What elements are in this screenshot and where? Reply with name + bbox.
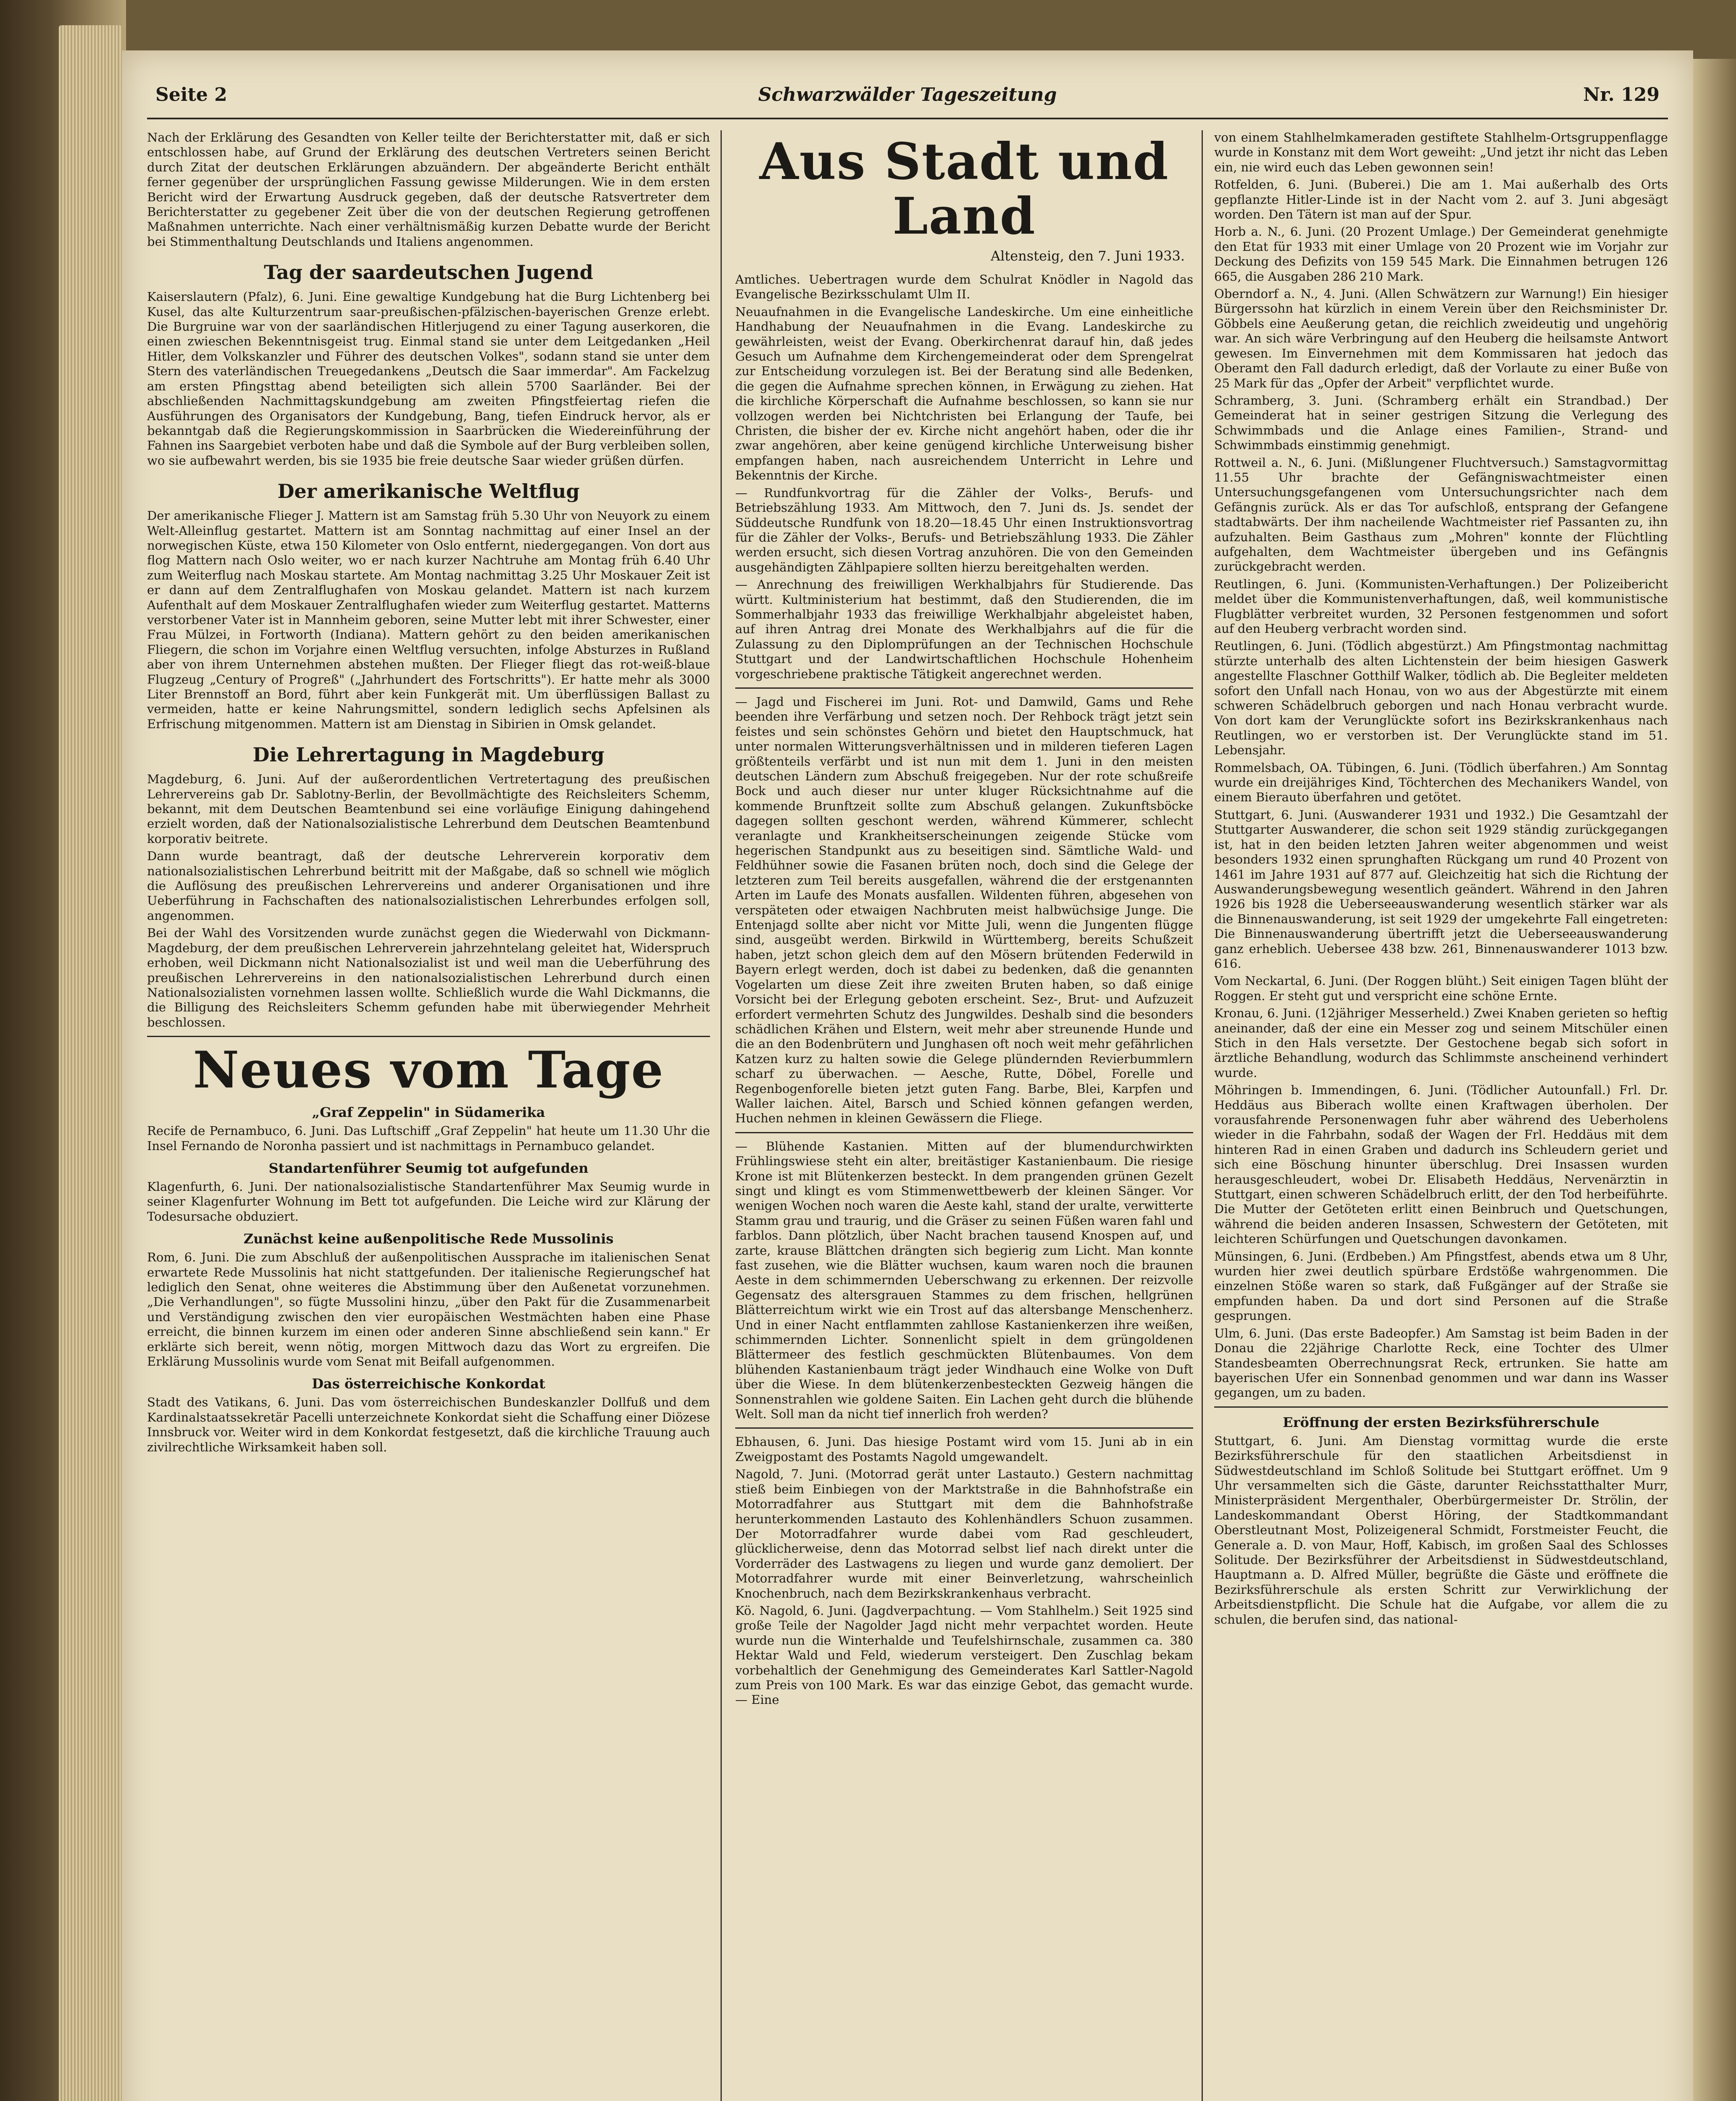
newspaper-page (122, 50, 1693, 2101)
column-left (147, 130, 710, 2101)
column-right (1214, 130, 1668, 2101)
news-heading: Zunächst keine außenpolitische Rede Mussolinis (243, 1231, 614, 1247)
regional-news-paragraph: Horb a. N., 6. Juni. (20 Prozent Umlage.) Der Gemeinderat genehmigte den Etat für 1933 mit einer Umlage von 20 Prozent wie im Vorjahr zur Deckung des Defizits von 159 545 Mark. Die Einnahmen betrugen 126 665, die Ausgaben 286 210 Mark. (1214, 224, 1668, 284)
local-news-paragraph: Kö. Nagold, 6. Juni. (Jagdverpachtung. — Vom Stahlhelm.) Seit 1925 sind große Teile der Nagolder Jagd nicht mehr verpachtet worden. Heute wurde nun die Winterhalde und Teufelshirnschale, zusammen ca. 380 Hektar Wald und Feld, wiederum versteigert. Den Zuschlag bekam vorbehaltlich der Genehmigung des Gemeinderates Karl Sattler-Nagold zum Preis von 100 Mark. Es war das einzige Gebot, das gemacht wurde. — Eine (735, 1603, 1193, 1707)
local-news-paragraph: — Jagd und Fischerei im Juni. Rot- und Damwild, Gams und Rehe beenden ihre Verfärbung und setzen noch. Der Rehbock trägt jetzt sein feistes und sein schönstes Gehörn und bietet den Hauptschmuck, hat unter normalen Witterungsverhältnissen und in milderen tieferen Lagen größtenteils verfärbt und ist nun mit dem 1. Juni in den meisten deutschen Ländern zum Abschuß freigegeben. Nur der rote schußreife Bock und auch dieser nur unter kluger Rücksichtnahme auf die kommende Brunftzeit sollte zum Abschuß gelangen. Zukunftsböcke dagegen sollten geschont werden, während Kümmerer, schlecht veranlagte und Krankheitserscheinungen zeigende Stücke vom hegerischen Standpunkt aus zu beseitigen sind. Sämtliche Wald- und Feldhühner sowie die Fasanen brüten noch, doch sind die Gelege der letzteren zum Teil bereits ausgefallen, während die der erstgenannten Arten im Laufe des Monats ausfallen. Wildenten führen, abgesehen von verspäteten oder etwaigen Nachbruten meist halbwüchsige Junge. Die Entenjagd sollte aber nicht vor Mitte Juli, wenn die Jungenten flügge sind, ausgeübt werden. Birkwild in Württemberg, bereits Schußzeit haben, jetzt schon gleich dem auf den Mösern brütenden Federwild in Bayern erlegt werden, doch ist dabei zu bedenken, daß die genannten Vogelarten um diese Zeit ihre zweiten Bruten haben, so daß einige Vorsicht bei der Erlegung geboten erscheint. Sez-, Brut- und Aufzuzeit erfordert vermehrten Schutz des Jungwildes. Deshalb sind die besonders schädlichen Krähen und Elstern, weit mehr aber streunende Hunde und die an den Bodenbrütern und Junghasen oft noch weit mehr gefährlichen Katzen kurz zu halten sowie die Gelege plündernden Revierbummlern scharf zu überwachen. — Aesche, Rutte, Döbel, Forelle und Regenbogenforelle bieten jetzt guten Fang. Barbe, Blei, Karpfen und Waller laichen. Aitel, Barsch und Schied können gefangen werden, Huchen nehmen in kleinen Gewässern die Fliege. (735, 694, 1193, 1126)
local-news-paragraph: — Rundfunkvortrag für die Zähler der Volks-, Berufs- und Betriebszählung 1933. Am Mittwoch, den 7. Juni ds. Js. sendet der Süddeutsche Rundfunk von 18.20—18.45 Uhr einen Instruktionsvortrag für die Zähler der Volks-, Berufs- und Betriebszählung 1933. Die Zähler werden ersucht, sich diesen Vortrag anzuhören. Die von den Gemeinden ausgehändigten Zählpapiere sollten hierzu bereitgehalten werden. (735, 485, 1193, 574)
dateline: Altensteig, den 7. Juni 1933. (991, 248, 1185, 264)
regional-news-paragraph: Stuttgart, 6. Juni. Am Dienstag vormittag wurde die erste Bezirksführerschule für den staatlichen Arbeitsdienst in Südwestdeutschland im Schloß Solitude bei Stuttgart eröffnet. Um 9 Uhr versammelten sich die Gäste, darunter Reichsstatthalter Murr, Ministerpräsident Mergenthaler, Oberbürgermeister Dr. Strölin, der Landeskommandant Oberst Höring, der Stadtkommandant Oberstleutnant Most, Polizeigeneral Schmidt, Forstmeister Feucht, die Generale a. D. von Maur, Hoff, Kabisch, im großen Saal des Schlosses Solitude. Der Bezirksführer der Arbeitsdienst in Südwestdeutschland, Hauptmann a. D. Alfred Müller, begrüßte die Gäste und eröffnete die Bezirksführerschule als ersten Schritt zur Verwirklichung der Arbeitsdienstpflicht. Die Schule hat die Aufgabe, vor allem die zu schulen, die berufen sind, das national- (1214, 1433, 1668, 1627)
regional-news-paragraph: Oberndorf a. N., 4. Juni. (Allen Schwätzern zur Warnung!) Ein hiesiger Bürgerssohn hat kürzlich in einem Verein über den Reichsminister Dr. Göbbels eine Aeußerung getan, die reichlich zweideutig und ungehörig war. An sich wäre Verbringung auf den Heuberg die heilsamste Antwort gewesen. Im Einvernehmen mit dem Kommissaren hat jedoch das Oberamt den Fall dadurch erledigt, daß der Vorlaute zu einer Buße von 25 Mark für das „Opfer der Arbeit" verpflichtet wurde. (1214, 287, 1668, 390)
local-news-paragraph: Amtliches. Uebertragen wurde dem Schulrat Knödler in Nagold das Evangelische Bezirksschulamt Ulm II. (735, 272, 1193, 302)
regional-news-paragraph: Kronau, 6. Juni. (12jähriger Messerheld.) Zwei Knaben gerieten so heftig aneinander, daß der eine ein Messer zog und seinem Mitschüler einen Stich in den Hals versetzte. Der Gestochene begab sich sofort in ärztliche Behandlung, wodurch das Schlimmste anscheinend verhindert wurde. (1214, 1006, 1668, 1080)
book-binding (0, 0, 126, 2101)
regional-news-paragraph: Rottweil a. N., 6. Juni. (Mißlungener Fluchtversuch.) Samstagvormittag 11.55 Uhr brachte der Gefängniswachtmeister einen Untersuchungsgefangenen vom Untersuchungsrichter nach dem Gefängnis zurück. Als er das Tor aufschloß, entsprang der Gefangene stadtabwärts. Der ihm nacheilende Wachtmeister rief Passanten zu, ihn aufzuhalten. Beim Gasthaus zum „Mohren" konnte der Flüchtling aufgehalten, dem Wachtmeister übergeben und ins Gefängnis zurückgebracht werden. (1214, 455, 1668, 574)
local-news-paragraph: Ebhausen, 6. Juni. Das hiesige Postamt wird vom 15. Juni ab in ein Zweigpostamt des Postamts Nagold umgewandelt. (735, 1435, 1193, 1464)
issue-number: Nr. 129 (1583, 84, 1660, 105)
regional-news-paragraph: Möhringen b. Immendingen, 6. Juni. (Tödlicher Autounfall.) Frl. Dr. Heddäus aus Biberach wollte einen Kraftwagen überholen. Der vorausfahrende Personenwagen fuhr aber während des Ueberholens wieder in die Fahrbahn, sodaß der Wagen der Frl. Heddäus mit dem hinteren Rad in einen Graben und dadurch ins Schleudern geriet und sich eine Böschung hinunter überschlug. Drei Insassen wurden herausgeschleudert, wobei Dr. Elisabeth Heddäus, Nervenärztin in Stuttgart, einen schweren Schädelbruch erlitt, der den Tod herbeiführte. Die Mutter der Getöteten erlitt einen Beinbruch und Quetschungen, während die beiden anderen Insassen, Schwestern der Getöteten, mit leichteren Schürfungen und Quetschungen davonkamen. (1214, 1083, 1668, 1246)
regional-news-paragraph: Vom Neckartal, 6. Juni. (Der Roggen blüht.) Seit einigen Tagen blüht der Roggen. Er steht gut und verspricht eine schöne Ernte. (1214, 974, 1668, 1003)
regional-news-paragraph: Schramberg, 3. Juni. (Schramberg erhält ein Strandbad.) Der Gemeinderat hat in seiner gestrigen Sitzung die Verlegung des Schwimmbads und die Anlage eines Familien-, Strand- und Schwimmbads einstimmig genehmigt. (1214, 393, 1668, 453)
article-paragraph: Der amerikanische Flieger J. Mattern ist am Samstag früh 5.30 Uhr von Neuyork zu einem Welt-Alleinflug gestartet. Mattern ist am Sonntag nachmittag auf einer Insel an der norwegischen Küste, etwa 150 Kilometer von Oslo entfernt, niedergegangen. Von dort aus flog Mattern nach Oslo weiter, wo er nach kurzer Nachtruhe am Montag früh 6.40 Uhr zum Weiterflug nach Moskau startete. Am Montag nachmittag 3.25 Uhr Moskauer Zeit ist er dann auf dem Zentralflughafen von Moskau gelandet. Mattern ist nach kurzem Aufenthalt auf dem Moskauer Zentralflughafen wieder zum Weiterflug gestartet. Matterns verstorbener Vater ist in Mannheim geboren, seine Mutter lebt mit ihrer Schwester, einer Frau Mülzei, in Fortworth (Indiana). Mattern gehört zu den beiden amerikanischen Fliegern, die schon im Vorjahre einen Weltflug versuchten, infolge Absturzes in Rußland aber von ihrem Unternehmen abstehen mußten. Der Flieger fliegt das rot-weiß-blaue Flugzeug „Century of Progreß" („Jahrhundert des Fortschritts"). Er hatte mehr als 3000 Liter Brennstoff an Bord, führt aber kein Funkgerät mit. Um überflüssigen Ballast zu vermeiden, hatte er keine Nahrungsmittel, sondern lediglich sechs Apfelsinen als Erfrischung mitgenommen. Mattern ist am Dienstag in Sibirien in Omsk gelandet. (147, 508, 710, 731)
article-heading: Tag der saardeutschen Jugend (264, 261, 593, 284)
column-rule (721, 130, 722, 2101)
article-paragraph: Bei der Wahl des Vorsitzenden wurde zunächst gegen die Wiederwahl von Dickmann-Magdeburg, der dem preußischen Lehrerverein jahrzehntelang geleitet hat, Widerspruch erhoben, weil Dickmann nicht Nationalsozialist ist und weil man die Ueberführung des preußischen Lehrervereins in den nationalsozialistischen Lehrerbund durch einen Nationalsozialisten vornehmen lassen wollte. Schließlich wurde die Wahl Dickmanns, die die Billigung des Reichsleiters Schemm gefunden habe mit überwiegender Mehrheit beschlossen. (147, 926, 710, 1029)
regional-news-paragraph: Reutlingen, 6. Juni. (Tödlich abgestürzt.) Am Pfingstmontag nachmittag stürzte unterhalb des alten Lichtenstein der beim hiesigen Gaswerk angestellte Flaschner Gotthilf Walker, tödlich ab. Die Begleiter meldeten sofort den Unfall nach Honau, von wo aus der Abgestürzte mit einem schweren Schädelbruch geborgen und nach Honau verbracht wurde. Von dort kam der Verunglückte sofort ins Bezirkskrankenhaus nach Reutlingen, wo er verstorben ist. Der Verunglückte stand im 51. Lebensjahr. (1214, 639, 1668, 758)
newspaper-title: Schwarzwälder Tageszeitung (758, 84, 1057, 105)
regional-news-paragraph: Reutlingen, 6. Juni. (Kommunisten-Verhaftungen.) Der Polizeibericht meldet über die Kommunistenverhaftungen, daß, weil kommunistische Flugblätter verbreitet wurden, 32 Personen festgenommen und sofort auf den Heuberg verbracht worden sind. (1214, 577, 1668, 636)
column-rule (1202, 130, 1203, 2101)
local-news-paragraph: Neuaufnahmen in die Evangelische Landeskirche. Um eine einheitliche Handhabung der Neuaufnahmen in die Evang. Landeskirche zu gewährleisten, weist der Evang. Oberkirchenrat darauf hin, daß jedes Gesuch um Aufnahme dem Kirchengemeinderat oder dem Sprengelrat zur Entscheidung vorzulegen ist. Bei der Beratung sind alle Bedenken, die gegen die Aufnahme sprechen können, in Erwägung zu ziehen. Hat die kirchliche Körperschaft die Aufnahme beschlossen, so kann sie nur vollzogen werden bei Nichtchristen bei Erlangung der Taufe, bei Christen, die bisher der ev. Kirche nicht angehört haben, oder die ihr zwar angehören, aber keine genügend kirchliche Unterweisung bisher empfangen haben, nach ausreichendem Unterricht in Lehre und Bekenntnis der Kirche. (735, 304, 1193, 483)
news-heading: Eröffnung der ersten Bezirksführerschule (1283, 1414, 1599, 1430)
regional-news-paragraph: Ulm, 6. Juni. (Das erste Badeopfer.) Am Samstag ist beim Baden in der Donau die 22jährige Charlotte Reck, eine Tochter des Ulmer Standesbeamten Oberrechnungsrat Reck, ertrunken. Sie hatte am bayerischen Ufer ein Sonnenbad genommen und war dann ins Wasser gegangen, um zu baden. (1214, 1326, 1668, 1400)
section-divider (735, 1132, 1193, 1133)
article-heading: Der amerikanische Weltflug (277, 480, 580, 503)
news-heading: Standartenführer Seumig tot aufgefunden (268, 1160, 589, 1176)
section-divider (147, 1036, 710, 1037)
article-paragraph: Dann wurde beantragt, daß der deutsche Lehrerverein korporativ dem nationalsozialistischen Lehrerbund beitritt mit der Maßgabe, daß so schnell wie möglich die Auflösung des preußischen Lehrervereins und anderer Organisationen und ihre Ueberführung in Fachschaften des nationalsozialistischen Lehrerbundes erfolgen soll, angenommen. (147, 849, 710, 923)
regional-news-paragraph: Rommelsbach, OA. Tübingen, 6. Juni. (Tödlich überfahren.) Am Sonntag wurde ein dreijähriges Kind, Töchterchen des Mechanikers Wandel, von einem Bierauto überfahren und getötet. (1214, 760, 1668, 805)
regional-news-paragraph: Münsingen, 6. Juni. (Erdbeben.) Am Pfingstfest, abends etwa um 8 Uhr, wurden hier zwei deutlich spürbare Erdstöße wahrgenommen. Die einzelnen Stöße waren so stark, daß Fußgänger auf der Straße sie empfunden haben. Da und dort sind Personen auf die Straße gesprungen. (1214, 1249, 1668, 1323)
news-heading: Das österreichische Konkordat (312, 1376, 545, 1392)
section-divider (735, 1427, 1193, 1429)
news-paragraph: Rom, 6. Juni. Die zum Abschluß der außenpolitischen Aussprache im italienischen Senat erwartete Rede Mussolinis hat nicht stattgefunden. Der italienische Regierungschef hat lediglich den Senat, ohne weiteres die Abstimmung über den Außenetat vorzunehmen. „Die Verhandlungen", so fügte Mussolini hinzu, „über den Pakt für die Zusammenarbeit und Verständigung zwischen den vier europäischen Westmächten haben eine Phase erreicht, die binnen kurzem im einen oder anderen Sinne abschließend sein kann." Er erklärte sich bereit, wenn nötig, morgen Mittwoch dazu das Wort zu ergreifen. Die Erklärung Mussolinis wurde vom Senat mit Beifall aufgenommen. (147, 1250, 710, 1369)
section-title: Neues vom Tage (193, 1040, 664, 1100)
section-title: Aus Stadt und Land (759, 132, 1169, 246)
local-news-paragraph: — Anrechnung des freiwilligen Werkhalbjahrs für Studierende. Das württ. Kultministerium hat bestimmt, daß den Studierenden, die im Sommerhalbjahr 1933 das freiwillige Werkhalbjahr abgeleistet haben, auf ihren Antrag drei Monate des Werkhalbjahrs auf die für die Zulassung zu den Diplomprüfungen an der Technischen Hochschule Stuttgart und der Landwirtschaftlichen Hochschule Hohenheim vorgeschriebene praktische Tätigkeit angerechnet werden. (735, 577, 1193, 681)
local-news-paragraph: — Blühende Kastanien. Mitten auf der blumendurchwirkten Frühlingswiese steht ein alter, breitästiger Kastanienbaum. Die riesige Krone ist mit Blütenkerzen besteckt. In dem prangenden grünen Gezelt singt und klingt es vom Stimmenwettbewerb der kleinen Sänger. Vor wenigen Wochen noch waren die Aeste kahl, stand der uralte, verwitterte Stamm grau und traurig, und die Gräser zu seinen Füßen waren fahl und farblos. Dann plötzlich, über Nacht brachen tausend Knospen auf, und zarte, krause Blättchen drängten sich begierig zum Licht. Man konnte fast zusehen, wie die Blätter wuchsen, kaum waren noch die braunen Aeste in dem schimmernden Ueberschwang zu erkennen. Der reizvolle Gegensatz des altersgrauen Stammes zu dem frischen, hellgrünen Blätterreichtum wirkt wie ein Trost auf das altersbange Menschenherz. Und in einer Nacht entflammten zahllose Kastanienkerzen ihre weißen, schimmernden Lichter. Sonnenlicht spielt in dem grüngoldenen Blättermeer des festlich geschmückten Blütenbaumes. Von dem blühenden Kastanienbaum trägt jeder Windhauch eine Wolke von Duft über die Wiese. In dem blütenkerzenbesteckten Gezweig hängen die Sonnenstrahlen wie goldene Saiten. Ein Lachen geht durch die blühende Welt. Soll man da nicht tief innerlich froh werden? (735, 1139, 1193, 1422)
regional-news-paragraph: von einem Stahlhelmkameraden gestiftete Stahlhelm-Ortsgruppenflagge wurde in Konstanz mit dem Wort geweiht: „Und jetzt ihr nicht das Leben ein, nie wird euch das Leben gewonnen sein! (1214, 130, 1668, 174)
regional-news-paragraph: Rotfelden, 6. Juni. (Buberei.) Die am 1. Mai außerhalb des Orts gepflanzte Hitler-Linde ist in der Nacht vom 2. auf 3. Juni abgesägt worden. Den Tätern ist man auf der Spur. (1214, 177, 1668, 222)
news-heading: „Graf Zeppelin" in Südamerika (312, 1104, 545, 1121)
news-paragraph: Klagenfurth, 6. Juni. Der nationalsozialistische Standartenführer Max Seumig wurde in seiner Klagenfurter Wohnung im Bett tot aufgefunden. Die Leiche wird zur Klärung der Todesursache obduziert. (147, 1179, 710, 1224)
local-news-paragraph: Nagold, 7. Juni. (Motorrad gerät unter Lastauto.) Gestern nachmittag stieß beim Einbiegen von der Marktstraße in die Bahnhofstraße ein Motorradfahrer aus Stuttgart mit dem die Bahnhofstraße herunterkommenden Lastauto des Kohlenhändlers Schuon zusammen. Der Motorradfahrer wurde dabei vom Rad geschleudert, glücklicherweise, denn das Motorrad selbst lief nach direkt unter die Vorderräder des Lastwagens zu liegen und wurde ganz demoliert. Der Motorradfahrer wurde mit einer Beinverletzung, wahrscheinlich Knochenbruch, nach dem Bezirkskrankenhaus verbracht. (735, 1467, 1193, 1601)
page-number: Seite 2 (155, 84, 227, 105)
news-paragraph: Recife de Pernambuco, 6. Juni. Das Luftschiff „Graf Zeppelin" hat heute um 11.30 Uhr die Insel Fernando de Noronha passiert und ist nachmittags in Pernambuco gelandet. (147, 1124, 710, 1153)
article-paragraph: Magdeburg, 6. Juni. Auf der außerordentlichen Vertretertagung des preußischen Lehrervereins gab Dr. Sablotny-Berlin, der Bevollmächtigte des Reichsleiters Schemm, bekannt, mit dem Deutschen Beamtenbund sei eine vorläufige Einigung dahingehend erzielt worden, daß der Nationalsozialistische Lehrerbund dem Deutschen Beamtenbund korporativ beitrete. (147, 772, 710, 846)
article-paragraph: Kaiserslautern (Pfalz), 6. Juni. Eine gewaltige Kundgebung hat die Burg Lichtenberg bei Kusel, das alte Kulturzentrum saar-preußischen-pfälzischen-bayerischen Grenze erlebt. Die Burgruine war von der saarländischen Hitlerjugend zu einer Tagung auserkoren, die einen zwieschen Bekenntnisgeist trug. Einmal stand sie unter dem Leitgedanken „Heil Hitler, dem Volkskanzler und Führer des deutschen Volkes", sodann stand sie unter dem Stern des vaterländischen Treuegedankens „Deutsch die Saar immerdar". Am Fackelzug am ersten Pfingsttag abend beteiligten sich allein 5700 Saarländer. Bei der abschließenden Nachmittagskundgebung am zweiten Pfingstfeiertag riefen die Ausführungen des Organisators der Kundgebung, Bang, tiefen Eindruck hervor, als er bekanntgab daß die Regierungskommission in Saarbrücken die Wiedereinführung der Fahnen ins Saargebiet verboten habe und daß die Symbole auf der Burg verbleiben sollen, wo sie aufbewahrt werden, bis sie 1935 bie freie deutsche Saar wieder grüßen dürfen. (147, 290, 710, 468)
page-header (147, 80, 1668, 119)
article-paragraph: Nach der Erklärung des Gesandten von Keller teilte der Berichterstatter mit, daß er sich entschlossen habe, auf Grund der Erklärung des deutschen Vertreters seinen Bericht durch Zitat der deutschen Erklärungen abzuändern. Der abgeänderte Bericht enthält ferner gegenüber der ursprünglichen Fassung gewisse Milderungen. Wie in dem ersten Bericht wird der Erwartung Ausdruck gegeben, daß der deutsche Ratsvertreter dem Berichterstatter zu gegebener Zeit über die von der deutschen Regierung getroffenen Maßnahmen unterrichte. Nach einer verhältnismäßig kurzen Debatte wurde der Bericht bei Stimmenthaltung Deutschlands und Italiens angenommen. (147, 130, 710, 249)
news-paragraph: Stadt des Vatikans, 6. Juni. Das vom österreichischen Bundeskanzler Dollfuß und dem Kardinalstaatssekretär Pacelli unterzeichnete Konkordat sieht die Schaffung einer Diözese Innsbruck vor. Weiter wird in dem Konkordat festgesetzt, daß die kirchliche Trauung auch zivilrechtliche Wirksamkeit haben soll. (147, 1395, 710, 1454)
right-page-edge (1693, 59, 1736, 2101)
section-divider (735, 687, 1193, 689)
section-divider (1214, 1406, 1668, 1408)
article-heading: Die Lehrertagung in Magdeburg (253, 743, 605, 766)
regional-news-paragraph: Stuttgart, 6. Juni. (Auswanderer 1931 und 1932.) Die Gesamtzahl der Stuttgarter Auswanderer, die schon seit 1929 ständig zurückgegangen ist, hat in den beiden letzten Jahren weiter abgenommen und weist besonders 1932 einen sprunghaften Rückgang um rund 40 Prozent von 1461 im Jahre 1931 auf 877 auf. Gleichzeitig hat sich die Richtung der Auswanderungsbewegung wesentlich geändert. Während in den Jahren 1926 bis 1928 die Ueberseeauswanderung wesentlich stärker war als die Binnenauswanderung, ist seit 1929 der umgekehrte Fall eingetreten: Die Binnenauswanderung übertrifft jetzt die Ueberseeauswanderung ganz erheblich. Uebersee 438 bzw. 261, Binnenauswanderer 1013 bzw. 616. (1214, 807, 1668, 971)
page-stack-edge (59, 25, 122, 2101)
column-middle (735, 130, 1193, 2101)
